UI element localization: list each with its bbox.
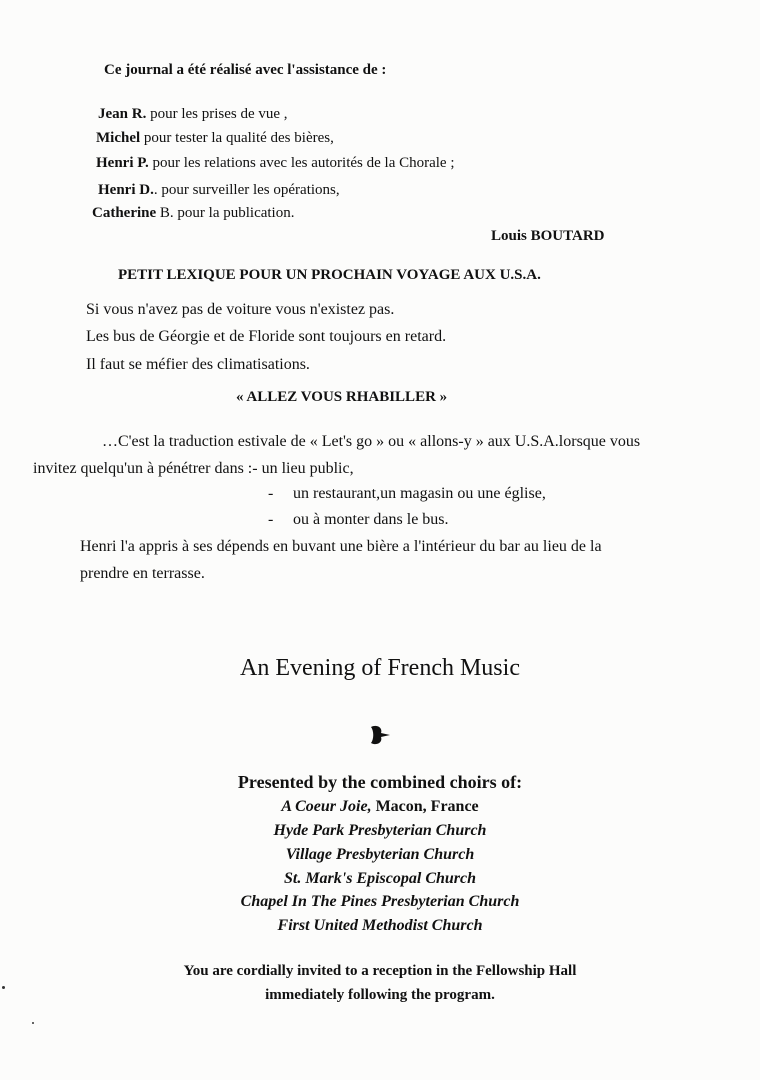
presented-by: Presented by the combined choirs of: bbox=[237, 772, 523, 792]
choir-line bbox=[0, 870, 760, 888]
credits-intro: Ce journal a été réalisé avec l'assistance de : bbox=[104, 62, 387, 78]
rhabiller-title: « ALLEZ VOUS RHABILLER » bbox=[236, 389, 448, 405]
bullet-text: un restaurant,un magasin ou une église, bbox=[293, 485, 546, 502]
credit-line bbox=[98, 182, 340, 199]
credit-name: Jean R. bbox=[98, 106, 147, 122]
bullet-text: ou à monter dans le bus. bbox=[293, 511, 449, 528]
paragraph-line: invitez quelqu'un à pénétrer dans :- un lieu public, bbox=[33, 460, 354, 477]
credit-role: pour les prises de vue , bbox=[146, 106, 288, 122]
choir-line bbox=[0, 798, 760, 816]
lexique-line: Il faut se méfier des climatisations. bbox=[86, 356, 310, 373]
reception-line: You are cordially invited to a reception in the Fellowship Hall bbox=[183, 963, 577, 979]
scan-speck bbox=[2, 986, 5, 989]
lexique-line: Si vous n'avez pas de voiture vous n'existez pas. bbox=[86, 301, 395, 318]
signature: Louis BOUTARD bbox=[491, 228, 605, 244]
scan-speck bbox=[32, 1022, 34, 1024]
credit-name: Catherine bbox=[92, 205, 157, 221]
paragraph-line: prendre en terrasse. bbox=[80, 565, 205, 582]
choir-line bbox=[0, 846, 760, 864]
credit-role: B. pour la publication. bbox=[156, 205, 295, 221]
program-title: An Evening of French Music bbox=[240, 655, 520, 681]
lexique-title: PETIT LEXIQUE POUR UN PROCHAIN VOYAGE AUX U.S.A. bbox=[118, 267, 541, 283]
choir-name: Village Presbyterian Church bbox=[285, 846, 475, 863]
lexique-line: Les bus de Géorgie et de Floride sont toujours en retard. bbox=[86, 328, 447, 345]
bullet-dash: - bbox=[268, 485, 274, 502]
fleuron-icon bbox=[0, 724, 760, 751]
credit-role: pour tester la qualité des bières, bbox=[140, 130, 334, 146]
paragraph-line: Henri l'a appris à ses dépends en buvant une bière a l'intérieur du bar au lieu de la bbox=[80, 538, 602, 555]
paragraph-line: …C'est la traduction estivale de « Let's go » ou « allons-y » aux U.S.A.lorsque vous bbox=[102, 433, 641, 450]
choir-name: First United Methodist Church bbox=[277, 917, 483, 934]
choir-location: Macon, France bbox=[371, 798, 479, 815]
choir-line bbox=[0, 822, 760, 840]
credit-line bbox=[98, 106, 288, 123]
bullet-dash: - bbox=[268, 511, 274, 528]
reception-line: immediately following the program. bbox=[265, 987, 495, 1003]
choir-line bbox=[0, 893, 760, 911]
credit-name: Michel bbox=[96, 130, 141, 146]
credit-line bbox=[96, 130, 334, 147]
credit-name: Henri P. bbox=[96, 155, 149, 171]
choir-line bbox=[0, 917, 760, 935]
credit-role: pour les relations avec les autorités de la Chorale ; bbox=[148, 155, 455, 171]
credit-name: Henri D. bbox=[98, 182, 154, 198]
choir-name: Hyde Park Presbyterian Church bbox=[273, 822, 487, 839]
credit-line bbox=[92, 205, 294, 222]
credit-line bbox=[96, 155, 455, 172]
choir-name: Chapel In The Pines Presbyterian Church bbox=[240, 893, 520, 910]
credit-role: . pour surveiller les opérations, bbox=[153, 182, 340, 198]
choir-name: A Coeur Joie, bbox=[281, 798, 372, 815]
choir-name: St. Mark's Episcopal Church bbox=[283, 870, 477, 887]
